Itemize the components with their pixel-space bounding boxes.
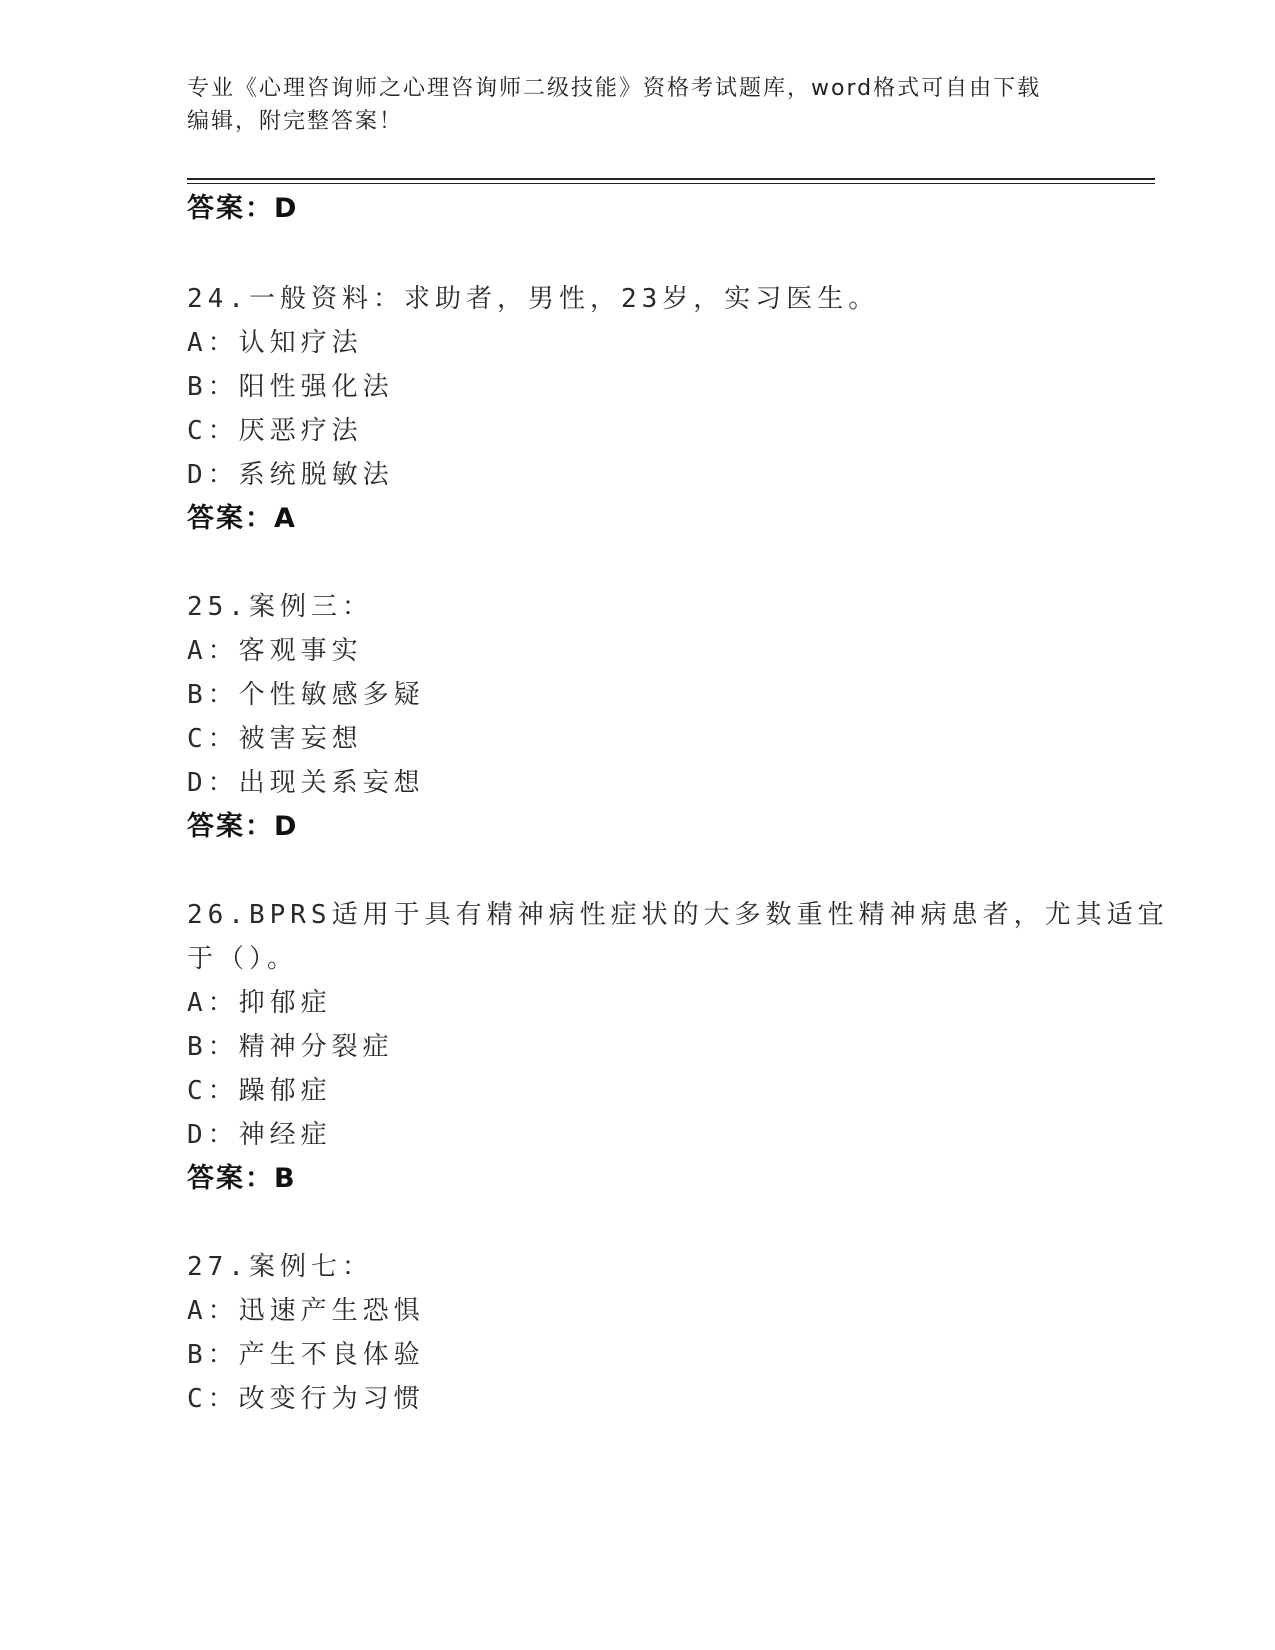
question-26-option-c: C：躁郁症	[187, 1076, 332, 1106]
question-24-stem: 24.一般资料：求助者，男性，23岁，实习医生。	[187, 284, 880, 314]
question-25-option-d: D：出现关系妄想	[187, 768, 425, 798]
header-line-2: 编辑，附完整答案！	[187, 109, 404, 134]
question-26-option-a: A：抑郁症	[187, 988, 332, 1018]
question-26-stem-line-1: 26.BPRS适用于具有精神病性症状的大多数重性精神病患者，尤其适宜	[187, 900, 1169, 930]
header-divider-thick	[187, 178, 1155, 180]
document-header	[187, 72, 1067, 138]
answer-prev: 答案：D	[187, 193, 299, 224]
question-26-option-d: D：神经症	[187, 1120, 332, 1150]
question-25-option-b: B：个性敏感多疑	[187, 680, 425, 710]
answer-25: 答案：D	[187, 811, 299, 842]
question-25-stem: 25.案例三：	[187, 592, 373, 622]
question-24-option-a: A：认知疗法	[187, 328, 363, 358]
question-24-option-b: B：阳性强化法	[187, 372, 394, 402]
question-26-option-b: B：精神分裂症	[187, 1032, 394, 1062]
question-24-option-d: D：系统脱敏法	[187, 460, 394, 490]
answer-24: 答案：A	[187, 503, 297, 534]
answer-26: 答案：B	[187, 1163, 297, 1194]
question-27-option-a: A：迅速产生恐惧	[187, 1296, 425, 1326]
question-25-option-c: C：被害妄想	[187, 724, 363, 754]
header-divider-thin	[187, 183, 1155, 184]
question-25-option-a: A：客观事实	[187, 636, 363, 666]
question-27-option-b: B：产生不良体验	[187, 1340, 425, 1370]
header-line-1: 专业《心理咨询师之心理咨询师二级技能》资格考试题库，word格式可自由下载	[187, 76, 1042, 101]
question-26-stem-line-2: 于（）。	[187, 944, 299, 974]
question-24-option-c: C：厌恶疗法	[187, 416, 363, 446]
question-27-stem: 27.案例七：	[187, 1252, 373, 1282]
question-27-option-c: C：改变行为习惯	[187, 1384, 425, 1414]
